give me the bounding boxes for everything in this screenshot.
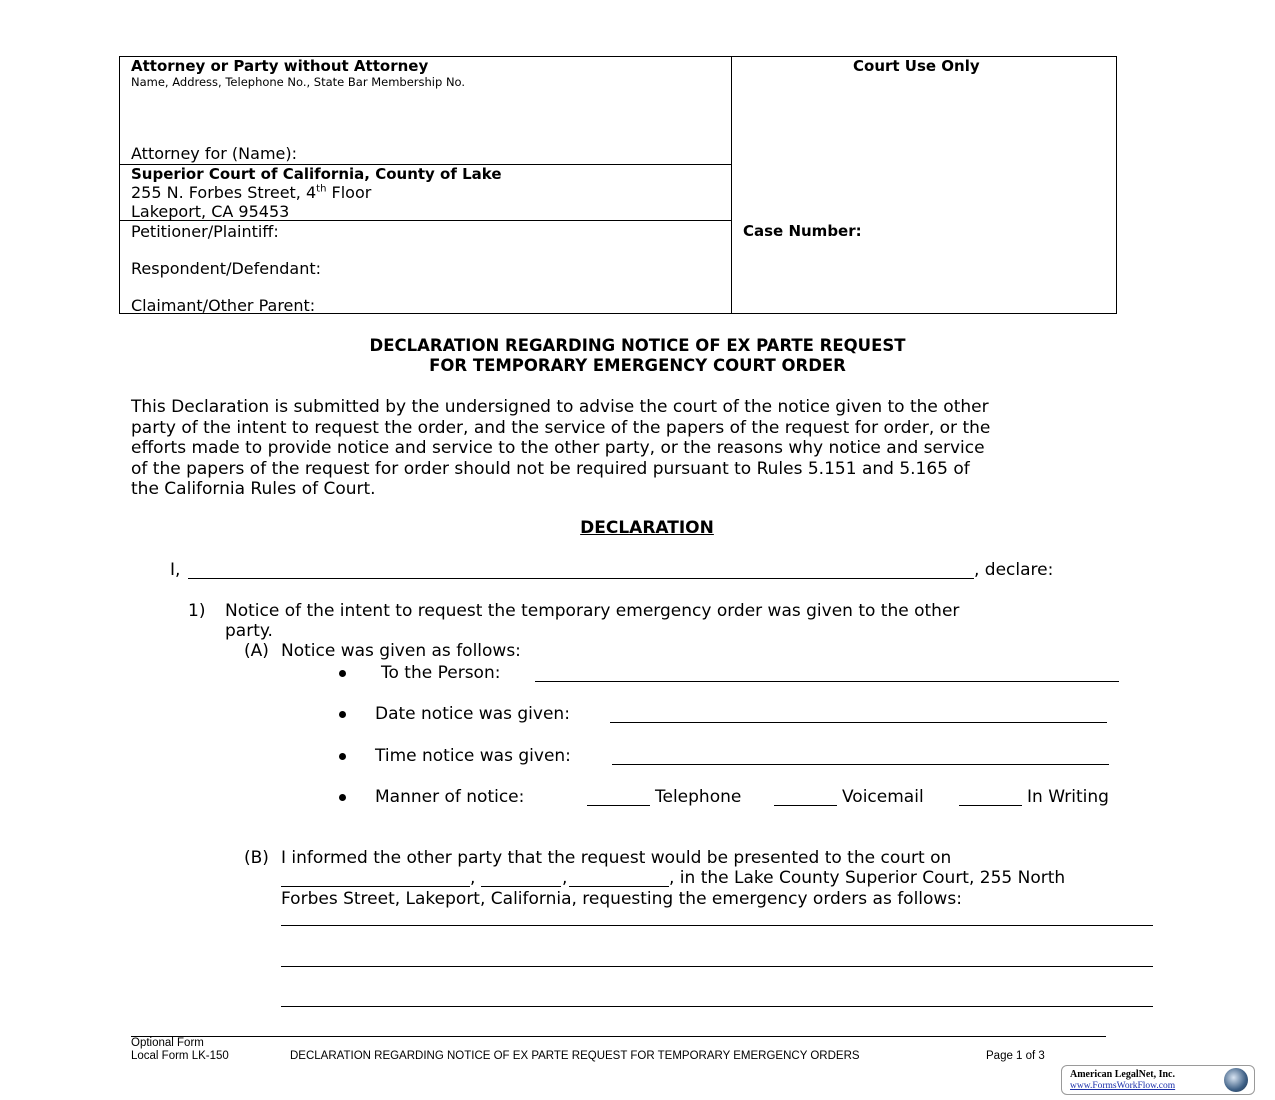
- item-b-line1: I informed the other party that the request would be presented to the court on: [281, 848, 952, 868]
- logo-url-link[interactable]: www.FormsWorkFlow.com: [1070, 1081, 1176, 1091]
- intro-paragraph: [131, 397, 1171, 500]
- declare-prefix: I,: [170, 560, 181, 580]
- form-title-line1: DECLARATION REGARDING NOTICE OF EX PARTE REQUEST: [369, 336, 906, 355]
- presentation-month-blank[interactable]: [481, 886, 561, 887]
- legalnet-logo[interactable]: [1061, 1065, 1255, 1095]
- claimant-label: Claimant/Other Parent:: [131, 296, 316, 315]
- court-city: Lakeport, CA 95453: [131, 202, 290, 221]
- court-use-only-label: Court Use Only: [853, 57, 980, 75]
- court-address: 255 N. Forbes Street, 4th Floor: [131, 183, 372, 202]
- presentation-year-blank[interactable]: [569, 886, 669, 887]
- item-b-line3: Forbes Street, Lakeport, California, requesting the emergency orders as follows:: [281, 889, 962, 909]
- date-given-blank[interactable]: [610, 722, 1107, 723]
- bullet-icon: [339, 670, 346, 677]
- voicemail-option: Voicemail: [842, 787, 924, 807]
- respondent-label: Respondent/Defendant:: [131, 259, 322, 278]
- caption-left-column: [120, 57, 732, 313]
- footer-page-number: Page 1 of 3: [986, 1050, 1045, 1062]
- attorney-block: [120, 57, 731, 165]
- item-1-number: 1): [188, 601, 206, 621]
- caption-table: [119, 56, 1117, 314]
- item-a-text: Notice was given as follows:: [281, 641, 521, 661]
- court-name: Superior Court of California, County of Lake: [131, 165, 502, 183]
- item-a-label: (A): [244, 641, 269, 661]
- case-number-label: Case Number:: [743, 222, 862, 240]
- declaration-heading: DECLARATION: [580, 518, 714, 538]
- declarant-name-blank[interactable]: [188, 578, 974, 579]
- form-title-line2: FOR TEMPORARY EMERGENCY COURT ORDER: [429, 356, 846, 375]
- time-given-label: Time notice was given:: [375, 746, 571, 766]
- logo-company-name: American LegalNet, Inc.: [1070, 1069, 1175, 1080]
- item-b-line2: , in the Lake County Superior Court, 255 North: [669, 868, 1066, 888]
- voicemail-checkbox-blank[interactable]: [774, 805, 837, 806]
- footer-rule: [131, 1036, 1106, 1037]
- globe-icon: [1224, 1068, 1248, 1092]
- footer-form-title: DECLARATION REGARDING NOTICE OF EX PARTE REQUEST FOR TEMPORARY EMERGENCY ORDERS: [290, 1050, 860, 1062]
- to-person-label: To the Person:: [381, 663, 501, 683]
- item-1-line1: Notice of the intent to request the temporary emergency order was given to the other: [225, 601, 960, 621]
- bullet-icon: [339, 753, 346, 760]
- intro-line: This Declaration is submitted by the undersigned to advise the court of the notice given to the other: [131, 397, 989, 417]
- comma-separator: ,: [470, 868, 476, 888]
- intro-line: of the papers of the request for order should not be required pursuant to Rules 5.151 and 5.165 of: [131, 458, 970, 479]
- item-1-line2: party.: [225, 621, 273, 641]
- petitioner-label: Petitioner/Plaintiff:: [131, 222, 279, 241]
- attorney-heading: Attorney or Party without Attorney: [131, 57, 429, 75]
- footer-optional-form: Optional Form: [131, 1037, 204, 1049]
- intro-line: the California Rules of Court.: [131, 479, 376, 499]
- attorney-subheading: Name, Address, Telephone No., State Bar Membership No.: [131, 75, 466, 89]
- in-writing-option: In Writing: [1027, 787, 1109, 807]
- parties-block: [120, 221, 731, 313]
- bullet-icon: [339, 794, 346, 801]
- presentation-day-blank[interactable]: [281, 886, 470, 887]
- manner-label: Manner of notice:: [375, 787, 525, 807]
- writing-checkbox-blank[interactable]: [959, 805, 1022, 806]
- comma-separator: ,: [562, 868, 568, 888]
- emergency-orders-line[interactable]: [281, 925, 1153, 926]
- intro-line: efforts made to provide notice and service to the other party, or the reasons why notice and service: [131, 438, 985, 458]
- telephone-option: Telephone: [655, 787, 742, 807]
- footer-form-number: Local Form LK-150: [131, 1050, 229, 1062]
- date-given-label: Date notice was given:: [375, 704, 570, 724]
- to-person-blank[interactable]: [535, 681, 1119, 682]
- declare-suffix: , declare:: [974, 560, 1054, 580]
- bullet-icon: [339, 711, 346, 718]
- telephone-checkbox-blank[interactable]: [587, 805, 650, 806]
- intro-line: party of the intent to request the order, and the service of the papers of the request for order, or the: [131, 417, 991, 438]
- time-given-blank[interactable]: [612, 764, 1109, 765]
- emergency-orders-line[interactable]: [281, 1006, 1153, 1007]
- item-b-label: (B): [244, 848, 269, 868]
- attorney-for-label: Attorney for (Name):: [131, 144, 297, 163]
- emergency-orders-line[interactable]: [281, 966, 1153, 967]
- court-block: [120, 165, 731, 221]
